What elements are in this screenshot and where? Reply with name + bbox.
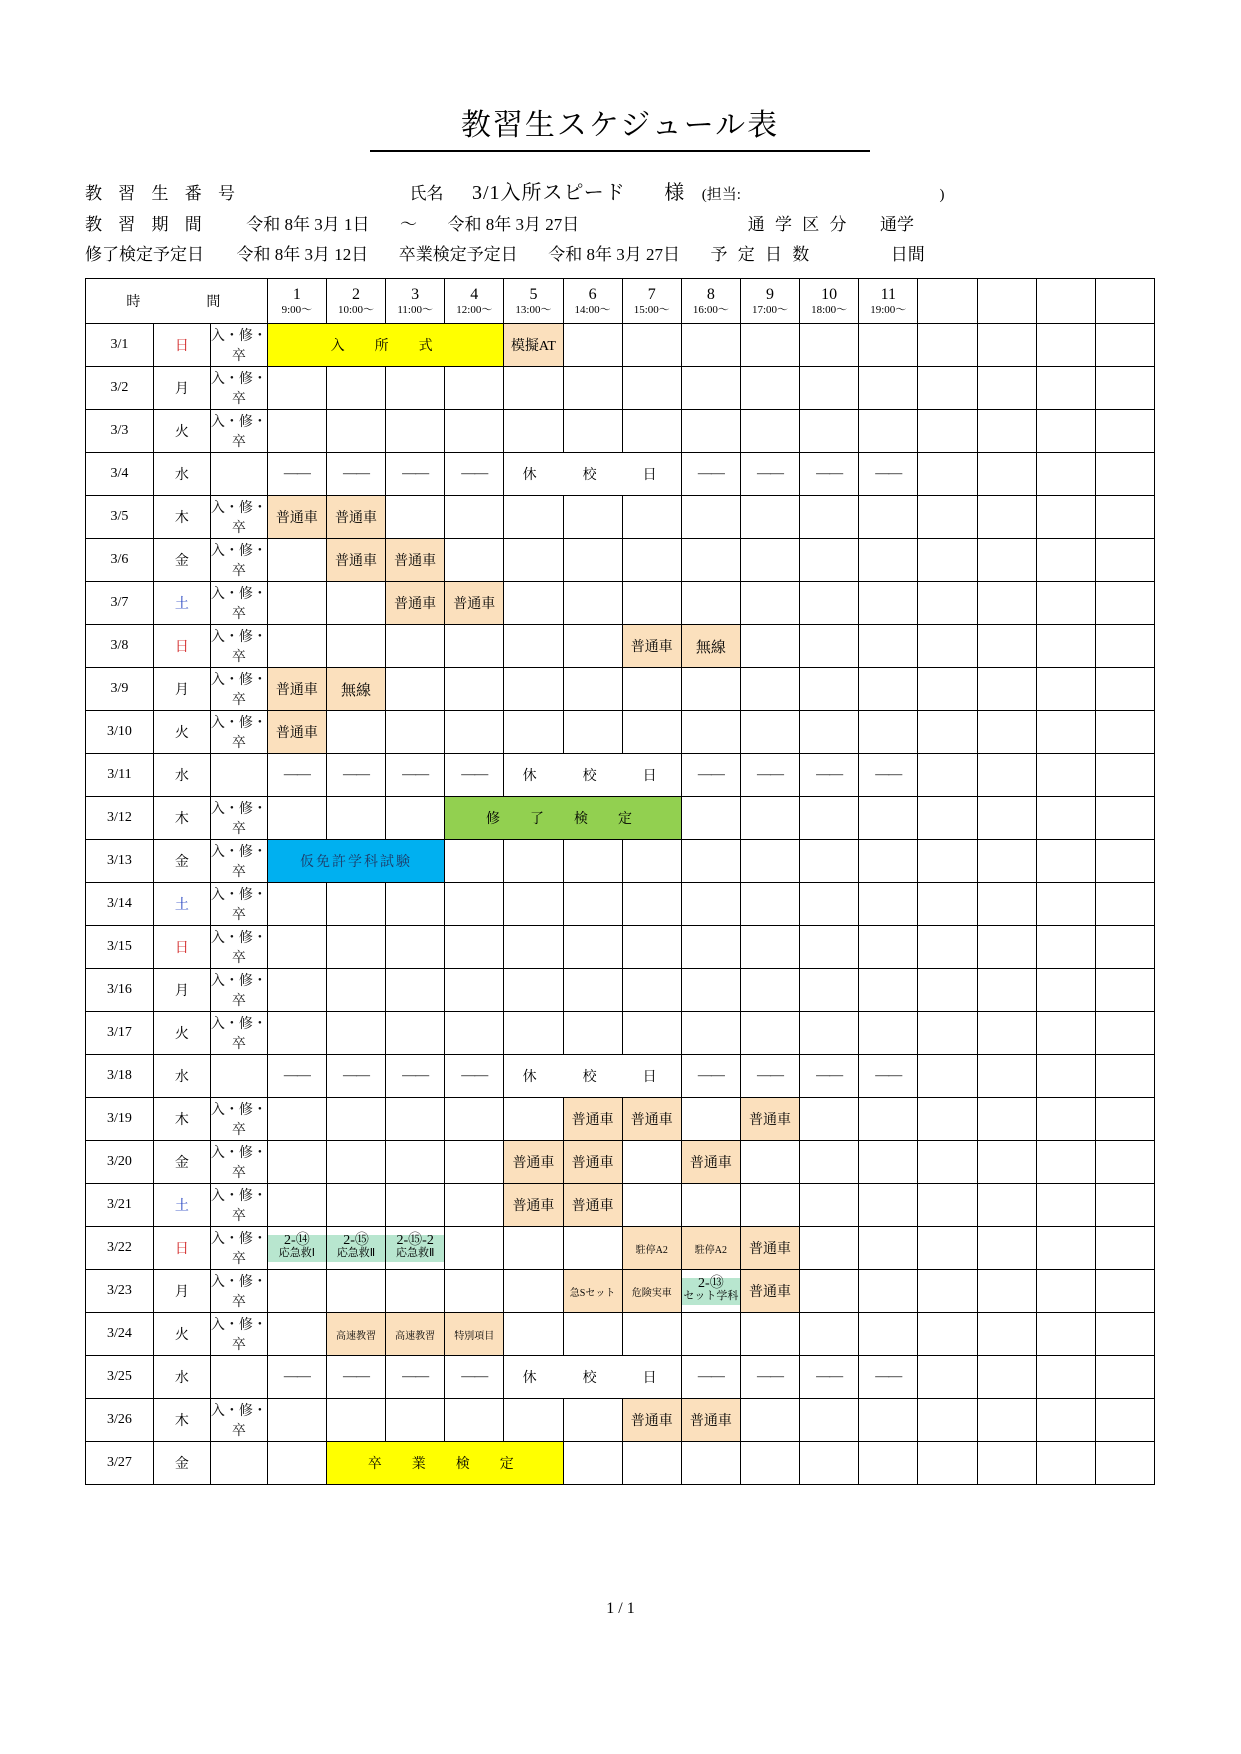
- cell-dash: ――: [267, 1055, 326, 1098]
- cell-dash: ――: [681, 453, 740, 496]
- row-dow: 水: [153, 1055, 210, 1098]
- table-row: [86, 1270, 1155, 1313]
- row-mark: 入・修・卒: [210, 410, 267, 453]
- row-mark: 入・修・卒: [210, 625, 267, 668]
- row-dow: 金: [153, 840, 210, 883]
- row-dow: 金: [153, 1442, 210, 1485]
- period-from: 令和 8年 3月 1日: [246, 215, 370, 234]
- period-to: 令和 8年 3月 27日: [447, 215, 580, 234]
- cell-lesson[interactable]: 普通車: [622, 1098, 681, 1141]
- slot-header-extra-1: [918, 279, 977, 324]
- cell-lesson[interactable]: 普通車: [740, 1098, 799, 1141]
- cell-dash: ――: [681, 1356, 740, 1399]
- unit-name: 応急救Ⅰ: [278, 1246, 315, 1259]
- table-row: [86, 883, 1155, 926]
- row-mark: 入・修・卒: [210, 1184, 267, 1227]
- commute-value: 通学: [880, 215, 914, 234]
- cell-dash: ――: [681, 754, 740, 797]
- planned-days-unit: 日間: [890, 245, 925, 264]
- cell-lesson[interactable]: 普通車: [740, 1227, 799, 1270]
- row-mark: 入・修・卒: [210, 1098, 267, 1141]
- cell-lesson[interactable]: 普通車: [622, 625, 681, 668]
- table-row: [86, 711, 1155, 754]
- row-dow: 金: [153, 539, 210, 582]
- row-dow: 月: [153, 367, 210, 410]
- row-date: 3/9: [86, 668, 154, 711]
- page-title: 教習生スケジュール表: [370, 100, 870, 152]
- cell-lesson-parking[interactable]: 駐停A2: [622, 1227, 681, 1270]
- table-row: [86, 969, 1155, 1012]
- row-dow: 月: [153, 668, 210, 711]
- honorific: 様: [664, 182, 686, 204]
- cell-lesson[interactable]: 普通車: [267, 668, 326, 711]
- row-dow: 日: [153, 926, 210, 969]
- table-row: [86, 324, 1155, 367]
- cell-lesson[interactable]: 普通車: [681, 1399, 740, 1442]
- slot-header-6: 6 14:00～: [563, 279, 622, 324]
- row-dow: 日: [153, 625, 210, 668]
- table-row: [86, 1141, 1155, 1184]
- row-date: 3/1: [86, 324, 154, 367]
- cell-dash: ――: [800, 1356, 859, 1399]
- cell-graduation-exam[interactable]: 卒 業 検 定: [326, 1442, 563, 1485]
- row-mark: 入・修・卒: [210, 1227, 267, 1270]
- cell-lesson-highway[interactable]: 高速教習: [326, 1313, 385, 1356]
- cell-unit-2-15[interactable]: [326, 1227, 385, 1270]
- row-mark: 入・修・卒: [210, 1270, 267, 1313]
- row-dow: 土: [153, 582, 210, 625]
- row-dow: 木: [153, 1399, 210, 1442]
- row-dow: 木: [153, 797, 210, 840]
- cell-lesson[interactable]: 普通車: [740, 1270, 799, 1313]
- table-row: [86, 1227, 1155, 1270]
- row-date: 3/24: [86, 1313, 154, 1356]
- slot-header-3: 3 11:00～: [386, 279, 445, 324]
- row-dow: 木: [153, 1098, 210, 1141]
- slot-header-2: 2 10:00～: [326, 279, 385, 324]
- cell-dash: ――: [386, 453, 445, 496]
- row-date: 3/26: [86, 1399, 154, 1442]
- cell-dash: ――: [800, 453, 859, 496]
- graduation-exam-label: 卒業検定予定日: [398, 245, 518, 264]
- student-name-value: 3/1入所スピード: [472, 182, 626, 204]
- row-mark: 入・修・卒: [210, 496, 267, 539]
- row-dow: 日: [153, 324, 210, 367]
- cell-dash: ――: [740, 1055, 799, 1098]
- cell-unit-2-15-2[interactable]: [386, 1227, 445, 1270]
- table-row: [86, 668, 1155, 711]
- row-dow: 木: [153, 496, 210, 539]
- cell-dash: ――: [267, 754, 326, 797]
- student-no-label: 教 習 生 番 号: [85, 184, 241, 203]
- row-date: 3/2: [86, 367, 154, 410]
- cell-completion-exam[interactable]: 修 了 検 定: [445, 797, 682, 840]
- cell-dash: ――: [740, 1356, 799, 1399]
- cell-dash: ――: [800, 1055, 859, 1098]
- cell-dash: ――: [386, 1055, 445, 1098]
- header-line-student: [85, 176, 944, 205]
- page-number: 1 / 1: [606, 1600, 635, 1617]
- cell-dash: ――: [445, 453, 504, 496]
- row-dow: 月: [153, 1270, 210, 1313]
- cell-dash: ――: [445, 1356, 504, 1399]
- row-date: 3/12: [86, 797, 154, 840]
- row-date: 3/14: [86, 883, 154, 926]
- cell-lesson-special[interactable]: 特別項目: [445, 1313, 504, 1356]
- slot-header-5: 5 13:00～: [504, 279, 563, 324]
- row-date: 3/23: [86, 1270, 154, 1313]
- unit-name: 応急救Ⅱ: [395, 1246, 435, 1259]
- graduation-exam-date: 令和 8年 3月 27日: [548, 245, 680, 264]
- planned-days-label: 予 定 日 数: [710, 245, 813, 264]
- cell-lesson[interactable]: 普通車: [622, 1399, 681, 1442]
- row-mark: 入・修・卒: [210, 582, 267, 625]
- cell-dash: ――: [386, 754, 445, 797]
- row-date: 3/15: [86, 926, 154, 969]
- row-mark: 入・修・卒: [210, 668, 267, 711]
- cell-dash: ――: [681, 1055, 740, 1098]
- table-row: [86, 1012, 1155, 1055]
- row-date: 3/25: [86, 1356, 154, 1399]
- table-row: [86, 797, 1155, 840]
- slot-header-1: 1 9:00～: [267, 279, 326, 324]
- cell-dash: ――: [445, 754, 504, 797]
- row-dow: 日: [153, 1227, 210, 1270]
- row-date: 3/13: [86, 840, 154, 883]
- completion-exam-date: 令和 8年 3月 12日: [236, 245, 369, 264]
- slot-header-9: 9 17:00～: [740, 279, 799, 324]
- table-row: [86, 1184, 1155, 1227]
- row-date: 3/11: [86, 754, 154, 797]
- cell-lesson[interactable]: 普通車: [267, 711, 326, 754]
- cell-lesson[interactable]: 普通車: [563, 1184, 622, 1227]
- table-row: [86, 582, 1155, 625]
- cell-lesson[interactable]: 普通車: [386, 539, 445, 582]
- table-row: [86, 1055, 1155, 1098]
- row-date: 3/18: [86, 1055, 154, 1098]
- slot-header-4: 4 12:00～: [445, 279, 504, 324]
- table-row: [86, 1442, 1155, 1485]
- slot-header-8: 8 16:00～: [681, 279, 740, 324]
- table-row: [86, 1356, 1155, 1399]
- row-date: 3/3: [86, 410, 154, 453]
- table-row: [86, 840, 1155, 883]
- row-date: 3/7: [86, 582, 154, 625]
- cell-lesson-radio[interactable]: 無線: [326, 668, 385, 711]
- row-dow: 月: [153, 969, 210, 1012]
- table-row: [86, 453, 1155, 496]
- cell-lesson[interactable]: 普通車: [445, 582, 504, 625]
- row-date: 3/8: [86, 625, 154, 668]
- cell-provisional-written-exam[interactable]: 仮免許学科試験: [267, 840, 444, 883]
- charge-label: (担当:: [701, 187, 741, 203]
- cell-lesson[interactable]: 普通車: [326, 496, 385, 539]
- row-mark: 入・修・卒: [210, 1012, 267, 1055]
- table-row: [86, 926, 1155, 969]
- table-row: [86, 410, 1155, 453]
- row-dow: 火: [153, 711, 210, 754]
- completion-exam-label: 修了検定予定日: [85, 245, 204, 264]
- cell-dash: ――: [859, 754, 918, 797]
- cell-dash: ――: [326, 754, 385, 797]
- period-label: 教 習 期 間: [85, 215, 208, 234]
- table-row: [86, 539, 1155, 582]
- row-date: 3/21: [86, 1184, 154, 1227]
- table-row: [86, 625, 1155, 668]
- row-date: 3/20: [86, 1141, 154, 1184]
- row-date: 3/16: [86, 969, 154, 1012]
- unit-code: 2-⑭: [284, 1232, 310, 1248]
- cell-lesson-parking[interactable]: 駐停A2: [681, 1227, 740, 1270]
- row-mark: 入・修・卒: [210, 883, 267, 926]
- cell-lesson-emergency-set[interactable]: 急Sセット: [563, 1270, 622, 1313]
- cell-dash: ――: [326, 453, 385, 496]
- cell-dash: ――: [267, 453, 326, 496]
- cell-dash: ――: [326, 1055, 385, 1098]
- row-date: 3/10: [86, 711, 154, 754]
- header-line-exams: [85, 240, 925, 265]
- cell-lesson[interactable]: 普通車: [326, 539, 385, 582]
- slot-header-10: 10 18:00～: [800, 279, 859, 324]
- cell-dash: ――: [740, 453, 799, 496]
- cell-closed-day: 休 校 日: [504, 453, 681, 496]
- cell-lesson[interactable]: 普通車: [386, 582, 445, 625]
- cell-entrance-ceremony[interactable]: 入 所 式: [267, 324, 504, 367]
- row-date: 3/17: [86, 1012, 154, 1055]
- cell-unit-2-13[interactable]: [681, 1270, 740, 1313]
- cell-dash: ――: [326, 1356, 385, 1399]
- slot-header-extra-3: [1036, 279, 1095, 324]
- slot-header-7: 7 15:00～: [622, 279, 681, 324]
- row-dow: 金: [153, 1141, 210, 1184]
- cell-dash: ――: [859, 1356, 918, 1399]
- row-dow: 土: [153, 1184, 210, 1227]
- unit-code: 2-⑬: [698, 1275, 724, 1291]
- slot-header-extra-4: [1095, 279, 1154, 324]
- cell-dash: ――: [859, 1055, 918, 1098]
- cell-lesson[interactable]: 普通車: [563, 1098, 622, 1141]
- table-row: [86, 1399, 1155, 1442]
- row-date: 3/6: [86, 539, 154, 582]
- cell-dash: ――: [859, 453, 918, 496]
- cell-lesson[interactable]: 普通車: [504, 1184, 563, 1227]
- row-mark: 入・修・卒: [210, 367, 267, 410]
- row-mark: 入・修・卒: [210, 1141, 267, 1184]
- cell-closed-day: 休 校 日: [504, 1356, 681, 1399]
- row-date: 3/22: [86, 1227, 154, 1270]
- row-date: 3/19: [86, 1098, 154, 1141]
- row-dow: 土: [153, 883, 210, 926]
- header-line-period: [85, 210, 914, 235]
- unit-code: 2-⑮: [343, 1232, 369, 1248]
- table-row: [86, 367, 1155, 410]
- cell-lesson-radio[interactable]: 無線: [681, 625, 740, 668]
- cell-closed-day: 休 校 日: [504, 754, 681, 797]
- row-mark: 入・修・卒: [210, 1313, 267, 1356]
- row-date: 3/27: [86, 1442, 154, 1485]
- table-row: [86, 496, 1155, 539]
- row-mark: 入・修・卒: [210, 797, 267, 840]
- cell-lesson[interactable]: 普通車: [563, 1141, 622, 1184]
- row-dow: 水: [153, 1356, 210, 1399]
- table-row: [86, 754, 1155, 797]
- time-header: 時 間: [86, 279, 268, 324]
- row-dow: 火: [153, 1012, 210, 1055]
- cell-dash: ――: [386, 1356, 445, 1399]
- row-date: 3/5: [86, 496, 154, 539]
- cell-dash: ――: [445, 1055, 504, 1098]
- cell-lesson[interactable]: 普通車: [681, 1141, 740, 1184]
- slot-header-extra-2: [977, 279, 1036, 324]
- unit-code: 2-⑮-2: [396, 1232, 434, 1248]
- charge-close: ): [939, 187, 945, 203]
- table-row: [86, 1098, 1155, 1141]
- row-mark: 入・修・卒: [210, 926, 267, 969]
- row-mark: 入・修・卒: [210, 1399, 267, 1442]
- table-header-row: [86, 279, 1155, 324]
- row-mark: 入・修・卒: [210, 324, 267, 367]
- period-tilde: ～: [400, 215, 417, 234]
- cell-dash: ――: [267, 1356, 326, 1399]
- row-date: 3/4: [86, 453, 154, 496]
- commute-label: 通 学 区 分: [747, 215, 850, 234]
- row-dow: 水: [153, 754, 210, 797]
- table-row: [86, 1313, 1155, 1356]
- cell-unit-2-14[interactable]: [267, 1227, 326, 1270]
- cell-dash: ――: [740, 754, 799, 797]
- row-dow: 火: [153, 1313, 210, 1356]
- row-dow: 火: [153, 410, 210, 453]
- unit-name: 応急救Ⅱ: [336, 1246, 376, 1259]
- schedule-table: [85, 278, 1155, 1485]
- row-dow: 水: [153, 453, 210, 496]
- cell-lesson-highway[interactable]: 高速教習: [386, 1313, 445, 1356]
- row-mark: 入・修・卒: [210, 711, 267, 754]
- cell-mock-at[interactable]: 模擬AT: [504, 324, 563, 367]
- row-mark: 入・修・卒: [210, 539, 267, 582]
- slot-header-11: 11 19:00～: [859, 279, 918, 324]
- cell-lesson[interactable]: 普通車: [504, 1141, 563, 1184]
- row-mark: 入・修・卒: [210, 840, 267, 883]
- name-label: 氏名: [409, 184, 444, 203]
- row-mark: 入・修・卒: [210, 969, 267, 1012]
- unit-name: セット学科: [683, 1289, 739, 1302]
- cell-lesson[interactable]: 普通車: [267, 496, 326, 539]
- cell-dash: ――: [800, 754, 859, 797]
- cell-closed-day: 休 校 日: [504, 1055, 681, 1098]
- cell-lesson-danger[interactable]: 危険実車: [622, 1270, 681, 1313]
